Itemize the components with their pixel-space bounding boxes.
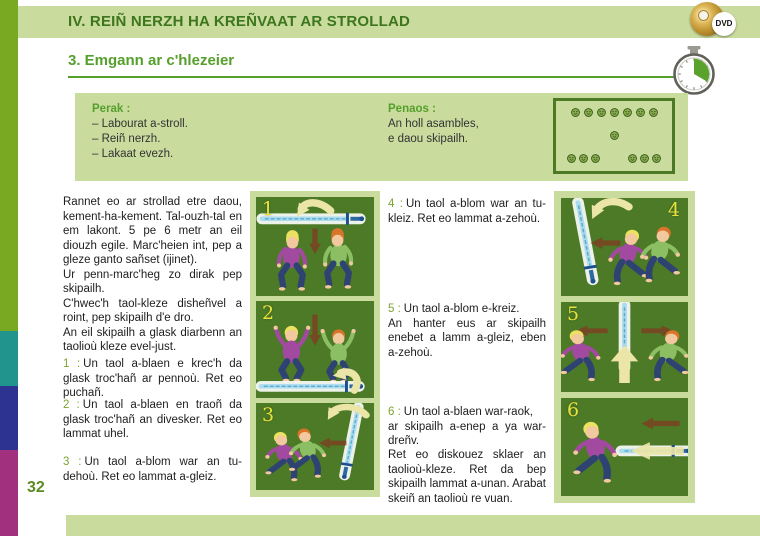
page-number: 32 bbox=[27, 479, 45, 496]
illustration-panel-5 bbox=[561, 302, 688, 392]
perak-item: – Reiñ nerzh. bbox=[92, 133, 161, 145]
stopwatch-icon bbox=[671, 45, 717, 97]
illustration-panel-3 bbox=[256, 403, 374, 490]
step-number: 2 : bbox=[63, 399, 80, 411]
person-icon bbox=[567, 154, 576, 163]
illustration-strip-right bbox=[554, 191, 695, 503]
person-icon bbox=[571, 108, 580, 117]
penaos-block bbox=[388, 102, 479, 147]
person-icon bbox=[610, 108, 619, 117]
person-icon bbox=[584, 108, 593, 117]
person-icon bbox=[649, 108, 658, 117]
diagram-bottom-row bbox=[562, 154, 666, 163]
illustration-panel-1 bbox=[256, 197, 374, 296]
illustration-panel-2 bbox=[256, 301, 374, 398]
dvd-label: DVD bbox=[712, 12, 736, 36]
dvd-icon bbox=[690, 2, 746, 40]
step-text: Un taol a-blom e-kreiz. bbox=[403, 303, 520, 315]
panel-number: 5 bbox=[567, 303, 580, 325]
header-band bbox=[18, 6, 760, 38]
info-box bbox=[75, 93, 688, 181]
step-item-6 bbox=[388, 405, 546, 449]
step-number: 3 : bbox=[63, 456, 82, 468]
step-text: An hanter eus ar skipailh enebet a lamm a-gleiz, eben a-zehoù. bbox=[388, 317, 546, 359]
intro-paragraph: An eil skipailh a glask diarbenn an taolioù kleze evel-just. bbox=[63, 326, 242, 353]
step-text: Un taol a-blaen e krec'h da glask troc'hañ ar pennoù. Ret eo puchañ. bbox=[63, 358, 242, 399]
panel-illustration bbox=[561, 398, 688, 496]
penaos-line: An holl asambles, bbox=[388, 118, 479, 130]
perak-title: Perak : bbox=[92, 103, 131, 115]
panel-number: 4 bbox=[667, 199, 680, 221]
perak-item: – Lakaat evezh. bbox=[92, 148, 174, 160]
diagram-top-row bbox=[562, 108, 666, 117]
edge-band-blue bbox=[0, 386, 18, 450]
edge-band-teal bbox=[0, 331, 18, 386]
diagram-middle-row bbox=[562, 131, 666, 140]
perak-block bbox=[92, 102, 188, 162]
panel-number: 1 bbox=[262, 198, 275, 220]
person-icon bbox=[591, 154, 600, 163]
step-text: ar skipailh a-enep a ya war-dreñv. bbox=[388, 420, 546, 447]
panel-illustration bbox=[561, 302, 688, 392]
illustration-panel-6 bbox=[561, 398, 688, 496]
step-text: Un taol a-blom war an tu-dehoù. Ret eo lammat a-gleiz. bbox=[63, 456, 242, 483]
person-icon bbox=[636, 108, 645, 117]
person-icon bbox=[623, 108, 632, 117]
section-title: 3. Emgann ar c'hlezeier bbox=[68, 52, 690, 78]
person-icon bbox=[628, 154, 637, 163]
person-icon bbox=[597, 108, 606, 117]
step-item-4 bbox=[388, 197, 546, 226]
step-number: 6 : bbox=[388, 406, 401, 418]
person-icon bbox=[640, 154, 649, 163]
intro-paragraphs bbox=[63, 195, 242, 355]
step-item-1 bbox=[63, 357, 242, 401]
panel-number: 6 bbox=[567, 399, 580, 421]
page-title: IV. REIÑ NERZH HA KREÑVAAT AR STROLLAD bbox=[68, 13, 411, 30]
panel-number: 3 bbox=[262, 404, 275, 426]
intro-paragraph: C'hwec'h taol-kleze disheñvel a roint, pep skipailh d'e dro. bbox=[63, 297, 242, 324]
step-item-2 bbox=[63, 398, 242, 442]
step-text: Un taol a-blaen en traoñ da glask troc'hañ an divesker. Ret eo lammat uhel. bbox=[63, 399, 242, 440]
person-icon bbox=[610, 131, 619, 140]
intro-paragraph: Rannet eo ar strollad etre daou, kement-ha-kement. Tal-ouzh-tal en em lakont. 5 pe 6 metr an eil diouzh egile. Marc'heien int, pep a gleze ganto sañset (ijinet). bbox=[63, 196, 242, 266]
illustration-panel-4 bbox=[561, 198, 688, 296]
penaos-line: e daou skipailh. bbox=[388, 133, 468, 145]
dvd-disc-hole bbox=[698, 10, 709, 21]
edge-band-magenta bbox=[0, 450, 18, 536]
intro-paragraph: Ur penn-marc'heg zo dirak pep skipailh. bbox=[63, 268, 242, 295]
step-text: Un taol a-blaen war-raok, bbox=[403, 406, 533, 418]
step-number: 5 : bbox=[388, 303, 401, 315]
step-item-3 bbox=[63, 455, 242, 484]
closing-paragraph: Ret eo diskouez sklaer an taolioù-kleze. Ret da bep skipailh lammat a-unan. Arabat skeiñ an taolioù re vuan. bbox=[388, 449, 546, 505]
edge-band-green bbox=[0, 0, 18, 331]
step-text: Un taol a-blom war an tu-kleiz. Ret eo lammat a-zehoù. bbox=[388, 198, 546, 225]
person-icon bbox=[579, 154, 588, 163]
step-number: 1 : bbox=[63, 358, 81, 370]
formation-diagram bbox=[553, 98, 675, 174]
person-icon bbox=[652, 154, 661, 163]
panel-number: 2 bbox=[262, 302, 275, 324]
step-item-5 bbox=[388, 302, 546, 360]
perak-item: – Labourat a-stroll. bbox=[92, 118, 188, 130]
bottom-band bbox=[66, 515, 760, 536]
penaos-title: Penaos : bbox=[388, 103, 436, 115]
illustration-strip-left bbox=[250, 191, 380, 497]
step-number: 4 : bbox=[388, 198, 403, 210]
